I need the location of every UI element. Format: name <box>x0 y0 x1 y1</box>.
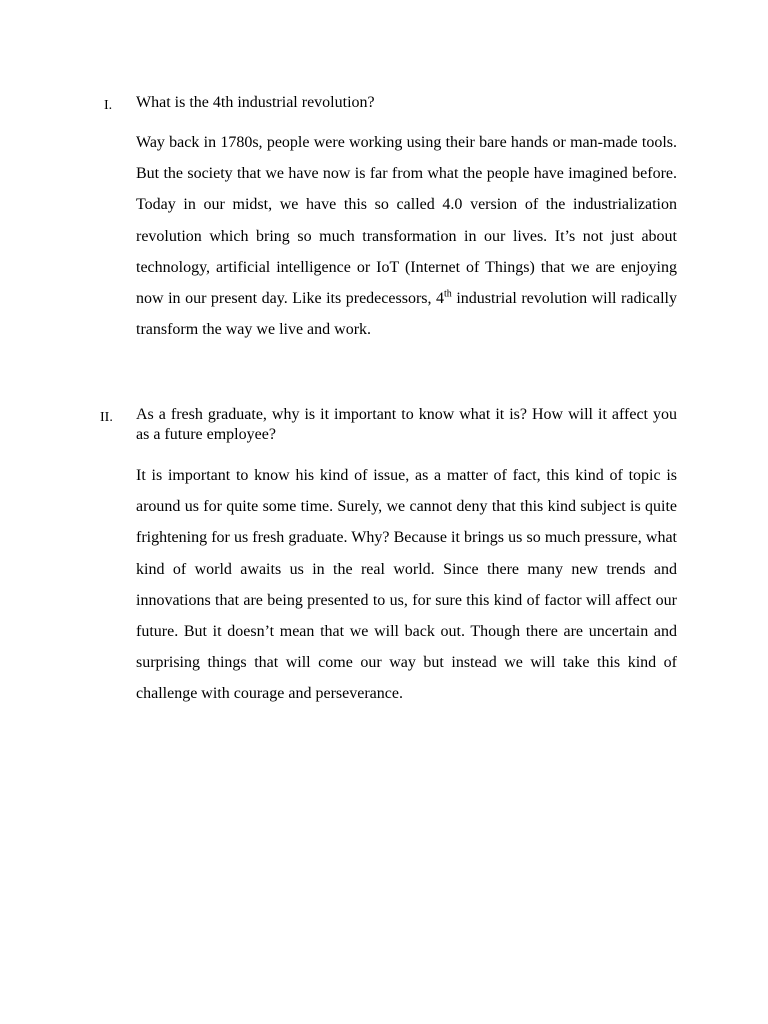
section-1-heading: What is the 4th industrial revolution? <box>136 94 375 111</box>
section-2-numeral: II. <box>100 410 113 425</box>
section-2-heading: As a fresh graduate, why is it important to know what it is? How will it affect you as a future employee? <box>136 406 677 443</box>
section-1-paragraph-text-end: industrial revolution will radically transform the way we live and work. <box>136 290 677 339</box>
section-2-paragraph: It is important to know his kind of issue, as a matter of fact, this kind of topic is around us for quite some time. Surely, we cannot deny that this kind subject is quite frightening for us fresh graduate. Why? Because it brings us so much pressure, what kind of world awaits us in the real world. Since there many new trends and innovations that are being presented to us, for sure this kind of factor will affect our future. But it doesn’t mean that we will back out. Though there are uncertain and surprising things that will come our way but instead we will take this kind of challenge with courage and perseverance. <box>136 467 677 703</box>
section-1-numeral: I. <box>104 98 113 113</box>
section-1-paragraph-text: Way back in 1780s, people were working using their bare hands or man-made tools. But the society that we have now is far from what the people have imagined before. Today in our midst, we have this so called 4.0 version of the industrialization revolution which bring so much transformation in our lives. It’s not just about technology, artificial intelligence or IoT (Internet of Things) that we are enjoying now in our present day. Like its predecessors, 4 <box>136 134 677 308</box>
ordinal-superscript: th <box>444 288 452 300</box>
section-1-paragraph <box>136 127 677 345</box>
